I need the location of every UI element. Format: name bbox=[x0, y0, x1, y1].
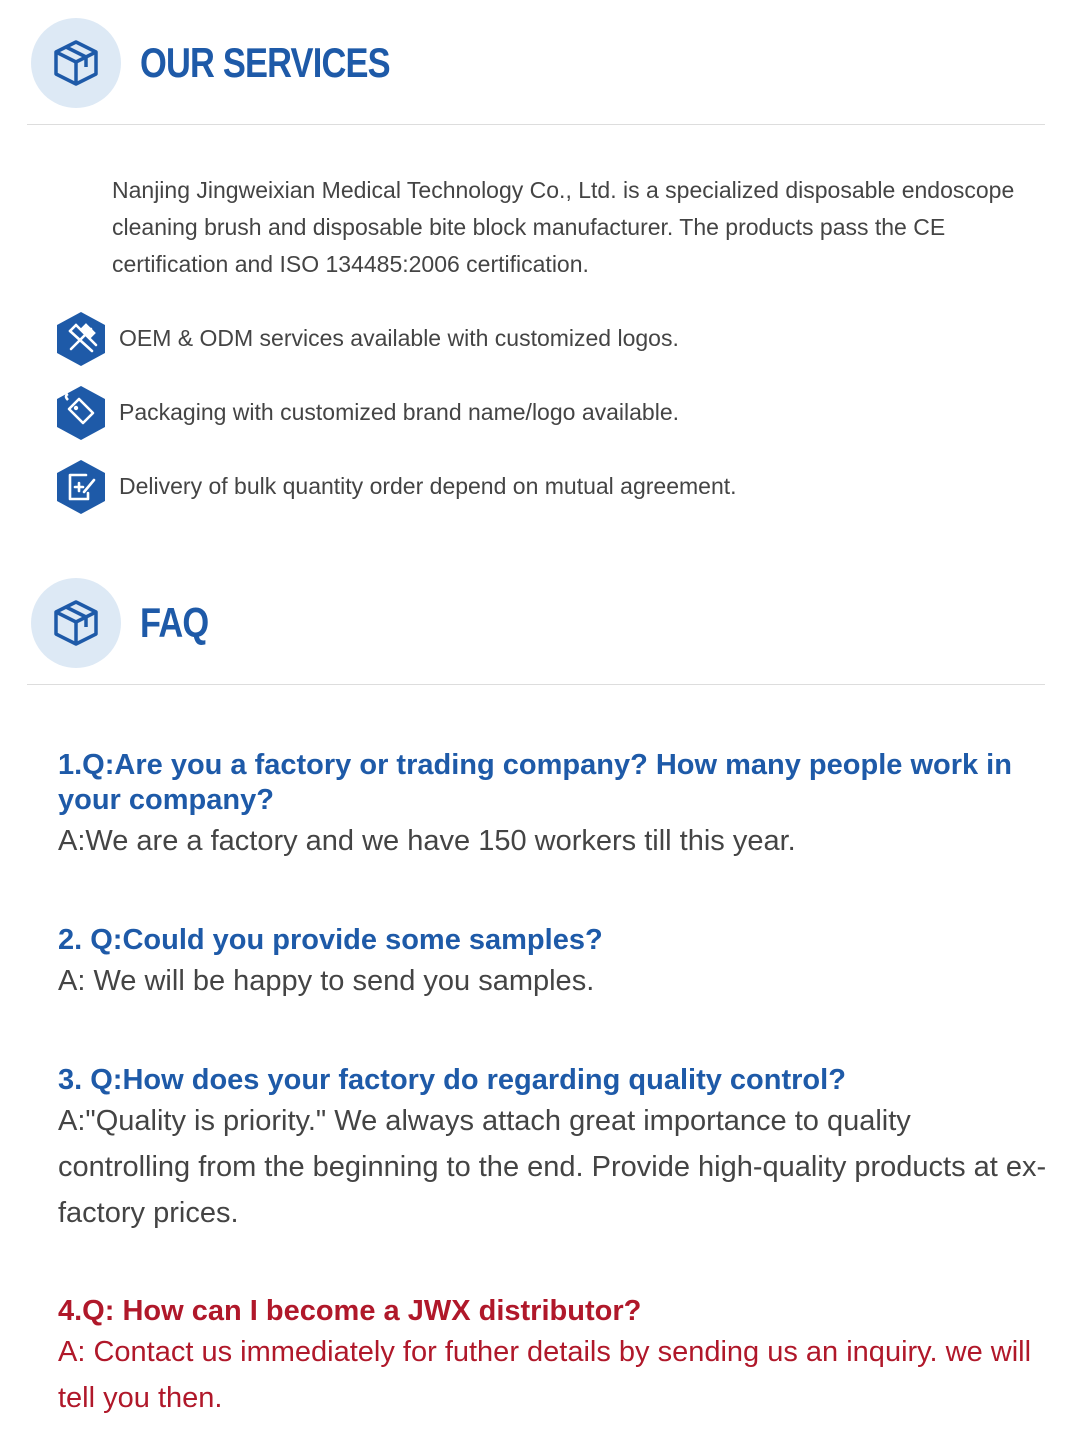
services-intro: Nanjing Jingweixian Medical Technology Co., Ltd. is a specialized disposable endoscope cleaning brush and disposable bite block manufacturer. The products pass the CE certification and ISO 134485:2006 certification. bbox=[112, 177, 1015, 277]
services-title: OUR SERVICES bbox=[140, 39, 390, 86]
services-header bbox=[0, 0, 1072, 125]
faq-answer: A:"Quality is priority." We always attach great importance to quality controlling from the beginning to the end. Provide high-quality products at ex-factory prices. bbox=[58, 1105, 1047, 1229]
divider bbox=[27, 124, 1045, 125]
faq-question: 3. Q:How does your factory do regarding quality control? bbox=[58, 1064, 846, 1096]
faq-question: 4.Q: How can I become a JWX distributor? bbox=[58, 1295, 642, 1327]
faq-question: 2. Q:Could you provide some samples? bbox=[58, 924, 603, 956]
faq-item bbox=[58, 1294, 1048, 1421]
design-tools-icon bbox=[56, 311, 106, 367]
feature-text: Packaging with customized brand name/logo available. bbox=[119, 399, 679, 425]
faq-item bbox=[58, 748, 1048, 864]
feature-item bbox=[56, 385, 1036, 441]
cube-icon bbox=[31, 578, 121, 668]
faq-header bbox=[0, 560, 1072, 685]
faq-answer: A: We will be happy to send you samples. bbox=[58, 965, 595, 997]
feature-text: OEM & ODM services available with customized logos. bbox=[119, 325, 679, 351]
edit-document-icon bbox=[56, 459, 106, 515]
divider bbox=[27, 684, 1045, 685]
faq-answer: A: Contact us immediately for futher details by sending us an inquiry. we will tell you then. bbox=[58, 1336, 1032, 1414]
feature-item bbox=[56, 311, 1036, 367]
faq-question: 1.Q:Are you a factory or trading company? How many people work in your company? bbox=[58, 749, 1012, 816]
faq-item bbox=[58, 1063, 1048, 1236]
tag-icon bbox=[56, 385, 106, 441]
feature-item bbox=[56, 459, 1036, 515]
feature-text: Delivery of bulk quantity order depend on mutual agreement. bbox=[119, 473, 737, 499]
faq-answer: A:We are a factory and we have 150 workers till this year. bbox=[58, 825, 796, 857]
faq-title: FAQ bbox=[140, 599, 209, 646]
faq-item bbox=[58, 923, 1048, 1004]
cube-icon bbox=[31, 18, 121, 108]
